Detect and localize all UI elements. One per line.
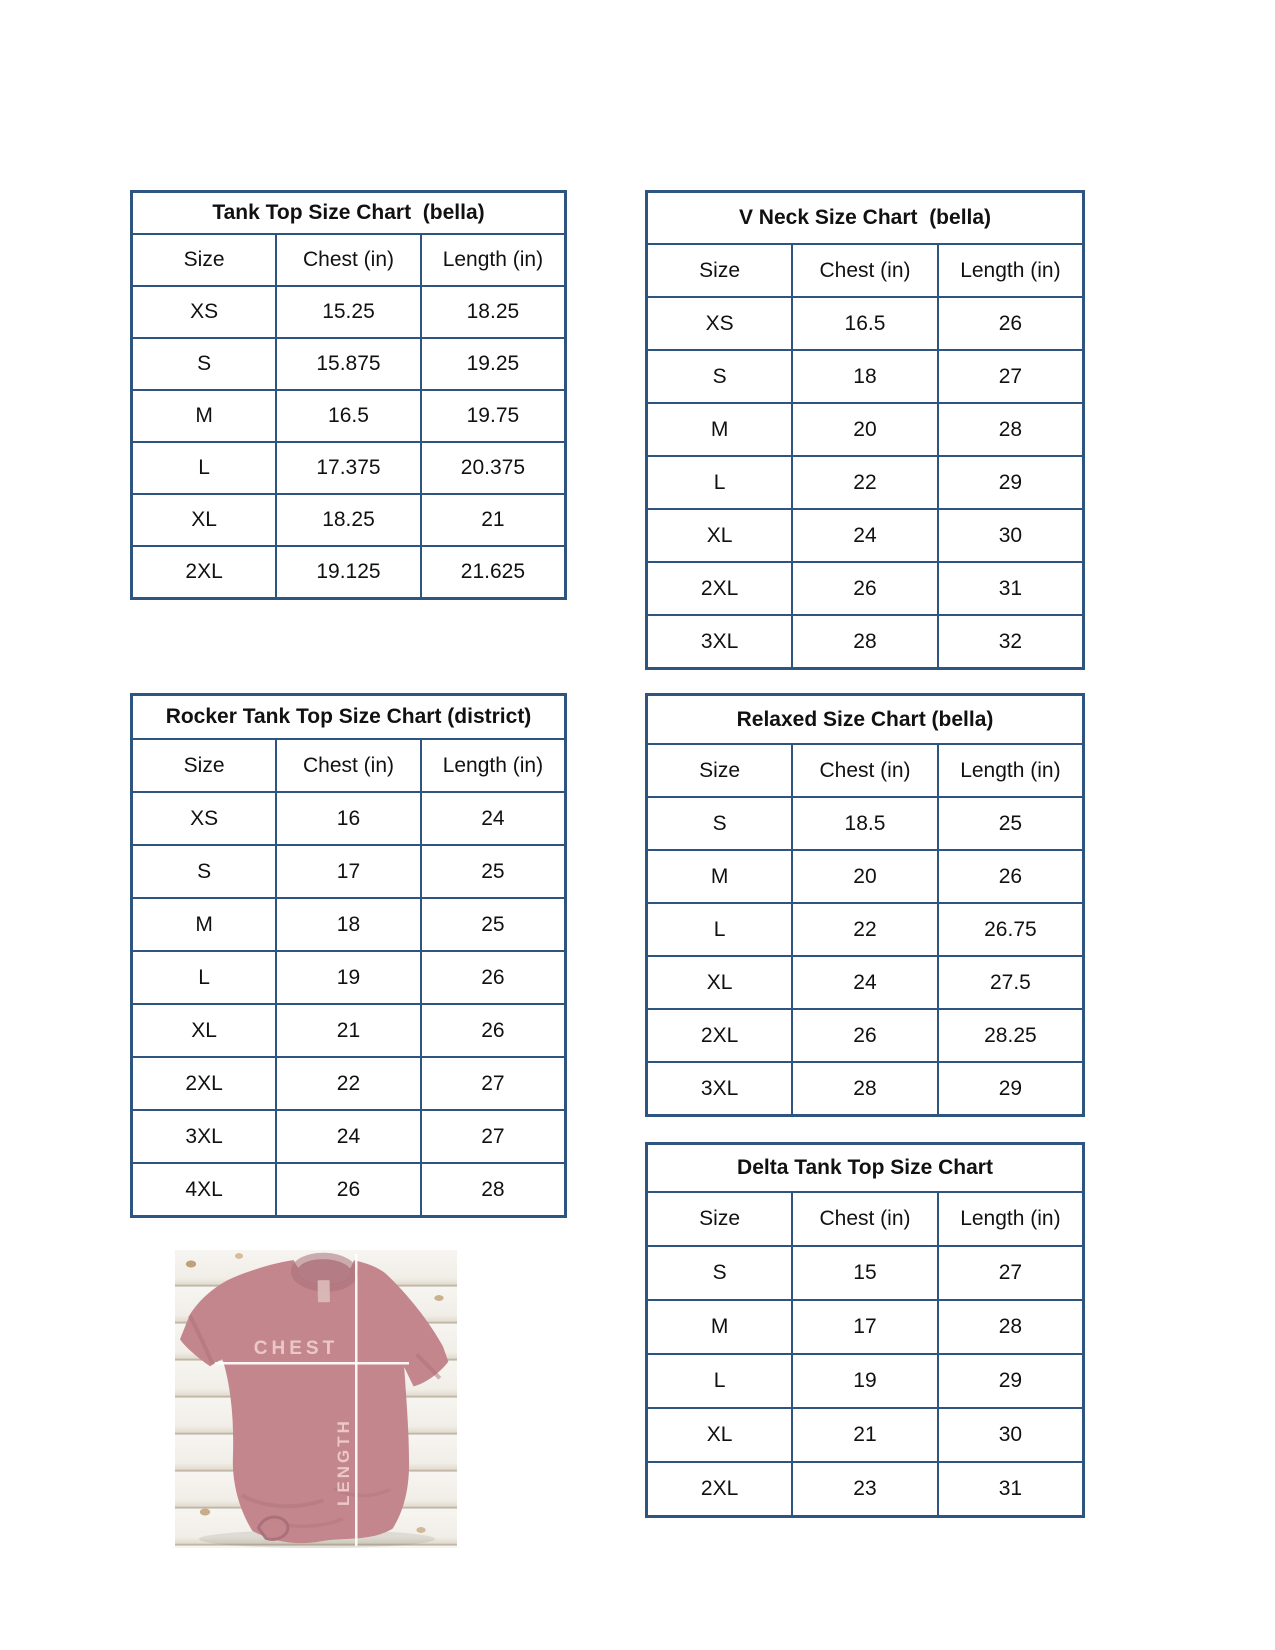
table-cell: S <box>647 1246 793 1300</box>
table-cell: M <box>132 390 277 442</box>
chest-label: CHEST <box>253 1338 339 1359</box>
rocker-tank-top-district-table <box>130 693 567 1218</box>
table-title: Relaxed Size Chart (bella) <box>647 695 1084 745</box>
table-row <box>132 1004 566 1057</box>
table-cell: 27 <box>938 350 1084 403</box>
length-line <box>355 1254 358 1546</box>
table-row <box>132 442 566 494</box>
column-header: Size <box>132 234 277 286</box>
column-header: Chest (in) <box>276 234 421 286</box>
column-header: Size <box>647 244 793 297</box>
table-cell: 3XL <box>132 1110 277 1163</box>
table-cell: 18 <box>792 350 938 403</box>
table-title: V Neck Size Chart (bella) <box>647 192 1084 245</box>
table-cell: 32 <box>938 615 1084 669</box>
table-cell: 22 <box>792 456 938 509</box>
column-header: Length (in) <box>938 744 1084 797</box>
table-cell: 18.25 <box>421 286 566 338</box>
table-row <box>647 403 1084 456</box>
table-cell: 28 <box>792 1062 938 1116</box>
table-cell: 21 <box>792 1408 938 1462</box>
column-header: Chest (in) <box>792 744 938 797</box>
header-row <box>647 1192 1084 1246</box>
table-cell: 17 <box>276 845 421 898</box>
table-row <box>132 1057 566 1110</box>
table-row <box>132 951 566 1004</box>
column-header: Size <box>132 739 277 792</box>
table-cell: 19 <box>276 951 421 1004</box>
table-row <box>647 350 1084 403</box>
table-cell: 30 <box>938 509 1084 562</box>
table-cell: 18.5 <box>792 797 938 850</box>
tshirt-shape <box>175 1251 452 1548</box>
table-row <box>647 615 1084 669</box>
table-cell: 29 <box>938 456 1084 509</box>
table-cell: 29 <box>938 1062 1084 1116</box>
table-cell: S <box>647 350 793 403</box>
table-row <box>647 1354 1084 1408</box>
table-cell: 3XL <box>647 615 793 669</box>
table-row <box>647 509 1084 562</box>
table-cell: XL <box>132 494 277 546</box>
table-cell: 27.5 <box>938 956 1084 1009</box>
table-cell: 16.5 <box>792 297 938 350</box>
table-row <box>647 1062 1084 1116</box>
table-cell: 24 <box>421 792 566 845</box>
table-cell: 31 <box>938 562 1084 615</box>
table-title: Tank Top Size Chart (bella) <box>132 192 566 235</box>
table-row <box>647 1009 1084 1062</box>
v-neck-size-chart <box>645 190 1085 670</box>
table-cell: 15.875 <box>276 338 421 390</box>
v-neck-bella-table <box>645 190 1085 670</box>
table-cell: M <box>647 1300 793 1354</box>
table-cell: 28 <box>938 403 1084 456</box>
rocker-tank-top-size-chart <box>130 693 567 1218</box>
table-row <box>132 546 566 599</box>
header-row <box>132 234 566 286</box>
table-cell: 26 <box>276 1163 421 1217</box>
table-row <box>132 286 566 338</box>
table-cell: 3XL <box>647 1062 793 1116</box>
table-cell: XS <box>132 792 277 845</box>
table-cell: 25 <box>938 797 1084 850</box>
table-cell: 19 <box>792 1354 938 1408</box>
relaxed-size-chart <box>645 693 1085 1117</box>
table-cell: S <box>132 338 277 390</box>
table-cell: L <box>647 1354 793 1408</box>
table-cell: 24 <box>276 1110 421 1163</box>
delta-tank-top-size-chart <box>645 1142 1085 1518</box>
table-cell: 19.75 <box>421 390 566 442</box>
table-cell: 18.25 <box>276 494 421 546</box>
table-row <box>132 898 566 951</box>
tank-top-size-chart <box>130 190 567 600</box>
table-cell: M <box>647 403 793 456</box>
table-title: Rocker Tank Top Size Chart (district) <box>132 695 566 740</box>
table-cell: L <box>132 442 277 494</box>
table-cell: 2XL <box>132 1057 277 1110</box>
table-cell: 26 <box>792 1009 938 1062</box>
table-row <box>647 1462 1084 1517</box>
table-cell: L <box>647 903 793 956</box>
table-cell: 17.375 <box>276 442 421 494</box>
table-cell: 21 <box>276 1004 421 1057</box>
table-row <box>647 562 1084 615</box>
table-cell: S <box>132 845 277 898</box>
table-cell: 28 <box>938 1300 1084 1354</box>
table-cell: 16.5 <box>276 390 421 442</box>
table-cell: 2XL <box>647 1462 793 1517</box>
table-row <box>132 845 566 898</box>
table-cell: 31 <box>938 1462 1084 1517</box>
table-cell: XL <box>647 509 793 562</box>
table-row <box>647 1300 1084 1354</box>
table-title: Delta Tank Top Size Chart <box>647 1144 1084 1193</box>
table-row <box>647 1246 1084 1300</box>
table-cell: L <box>132 951 277 1004</box>
table-cell: S <box>647 797 793 850</box>
chest-line <box>215 1362 409 1365</box>
table-row <box>132 1110 566 1163</box>
table-cell: 21.625 <box>421 546 566 599</box>
table-cell: 22 <box>792 903 938 956</box>
table-cell: 18 <box>276 898 421 951</box>
column-header: Length (in) <box>938 244 1084 297</box>
table-cell: XS <box>647 297 793 350</box>
column-header: Size <box>647 1192 793 1246</box>
table-cell: 25 <box>421 898 566 951</box>
table-cell: 28.25 <box>938 1009 1084 1062</box>
table-cell: 4XL <box>132 1163 277 1217</box>
table-row <box>647 297 1084 350</box>
table-cell: 26.75 <box>938 903 1084 956</box>
table-cell: 19.125 <box>276 546 421 599</box>
table-row <box>132 1163 566 1217</box>
table-cell: 30 <box>938 1408 1084 1462</box>
table-row <box>132 390 566 442</box>
delta-tank-top-table <box>645 1142 1085 1518</box>
table-cell: 26 <box>792 562 938 615</box>
table-cell: 24 <box>792 956 938 1009</box>
neck-tag <box>318 1280 330 1302</box>
column-header: Length (in) <box>421 234 566 286</box>
column-header: Length (in) <box>421 739 566 792</box>
column-header: Chest (in) <box>792 1192 938 1246</box>
table-row <box>132 338 566 390</box>
table-row <box>647 797 1084 850</box>
table-cell: 20 <box>792 403 938 456</box>
length-label: LENGTH <box>334 1418 353 1506</box>
table-row <box>647 903 1084 956</box>
table-cell: 27 <box>938 1246 1084 1300</box>
table-cell: XL <box>647 956 793 1009</box>
table-cell: 25 <box>421 845 566 898</box>
table-row <box>647 956 1084 1009</box>
table-cell: 26 <box>938 850 1084 903</box>
table-row <box>647 1408 1084 1462</box>
table-cell: 20 <box>792 850 938 903</box>
table-cell: XL <box>132 1004 277 1057</box>
table-cell: M <box>132 898 277 951</box>
table-cell: L <box>647 456 793 509</box>
table-cell: 28 <box>421 1163 566 1217</box>
table-row <box>132 792 566 845</box>
tshirt-measurement-photo <box>175 1250 457 1548</box>
header-row <box>647 744 1084 797</box>
table-cell: 20.375 <box>421 442 566 494</box>
table-cell: 2XL <box>132 546 277 599</box>
column-header: Size <box>647 744 793 797</box>
table-cell: XS <box>132 286 277 338</box>
table-cell: 2XL <box>647 562 793 615</box>
table-cell: 21 <box>421 494 566 546</box>
table-cell: 26 <box>938 297 1084 350</box>
table-cell: 27 <box>421 1110 566 1163</box>
table-cell: 17 <box>792 1300 938 1354</box>
column-header: Chest (in) <box>792 244 938 297</box>
column-header: Length (in) <box>938 1192 1084 1246</box>
header-row <box>132 739 566 792</box>
table-row <box>647 850 1084 903</box>
table-cell: 16 <box>276 792 421 845</box>
table-cell: 28 <box>792 615 938 669</box>
relaxed-bella-table <box>645 693 1085 1117</box>
table-cell: 22 <box>276 1057 421 1110</box>
table-cell: M <box>647 850 793 903</box>
table-cell: 26 <box>421 951 566 1004</box>
table-row <box>132 494 566 546</box>
table-row <box>647 456 1084 509</box>
table-cell: 19.25 <box>421 338 566 390</box>
tank-top-bella-table <box>130 190 567 600</box>
table-cell: 26 <box>421 1004 566 1057</box>
table-cell: 15 <box>792 1246 938 1300</box>
table-cell: 24 <box>792 509 938 562</box>
table-cell: 27 <box>421 1057 566 1110</box>
header-row <box>647 244 1084 297</box>
table-cell: 29 <box>938 1354 1084 1408</box>
tshirt-graphic <box>175 1250 457 1548</box>
column-header: Chest (in) <box>276 739 421 792</box>
table-cell: 2XL <box>647 1009 793 1062</box>
table-cell: 23 <box>792 1462 938 1517</box>
table-cell: XL <box>647 1408 793 1462</box>
table-cell: 15.25 <box>276 286 421 338</box>
